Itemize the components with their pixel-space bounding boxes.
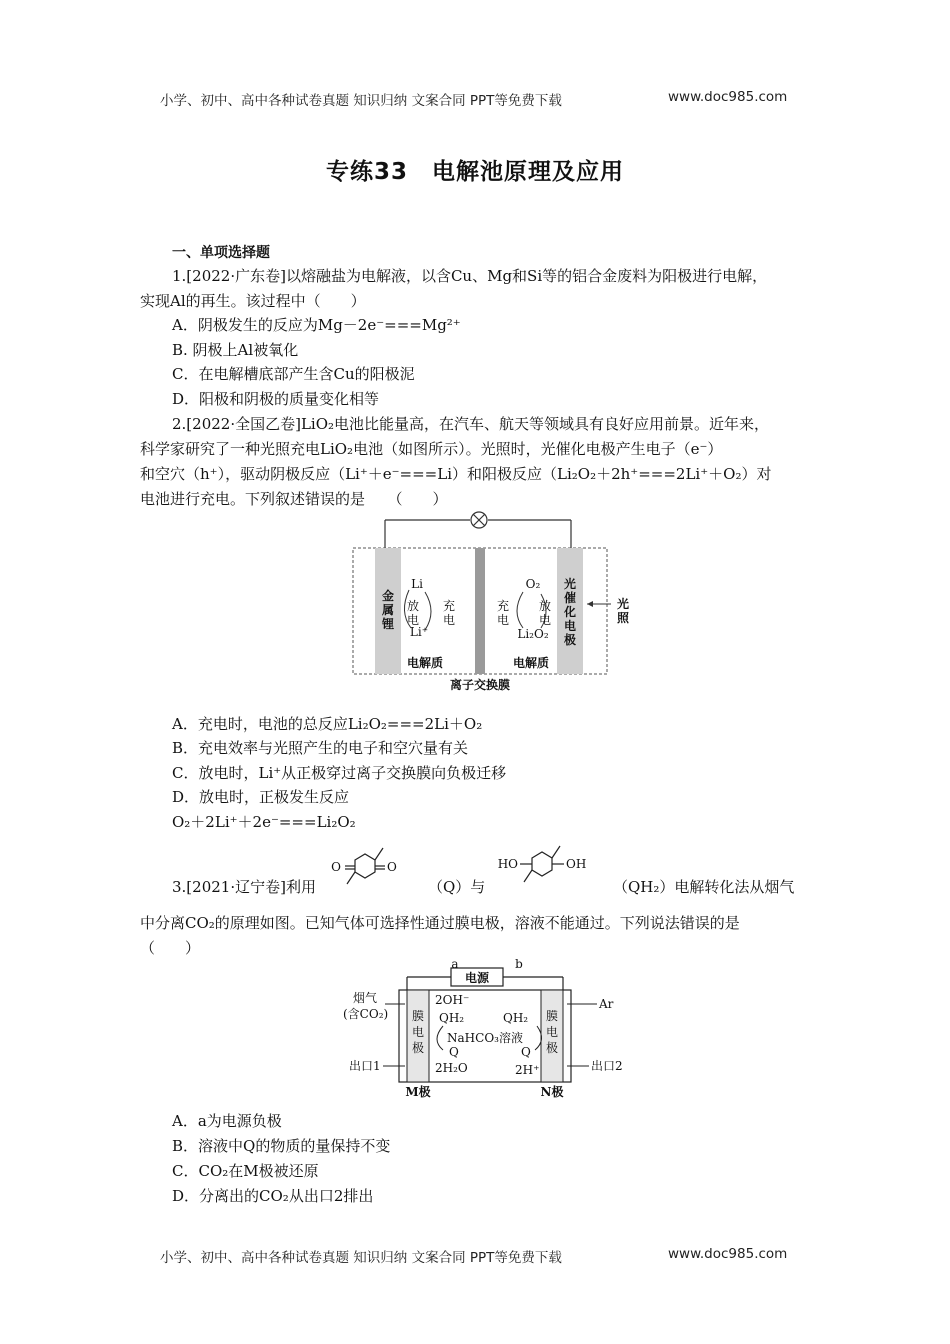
svg-text:极: 极 [411, 1041, 425, 1055]
svg-text:膜: 膜 [545, 1009, 559, 1023]
q3-option-b: B．溶液中Q的物质的量保持不变 [172, 1137, 391, 1155]
q1-option-d: D．阳极和阴极的质量变化相等 [172, 390, 380, 408]
svg-text:极: 极 [563, 633, 577, 647]
q1-stem-line1: 1.[2022·广东卷]以熔融盐为电解液，以含Cu、Mg和Si等的铝合金废料为阳极进行电解， [172, 267, 768, 285]
q3-stem-line3: （ ） [140, 939, 201, 957]
svg-text:放: 放 [406, 599, 420, 613]
svg-text:电: 电 [442, 613, 456, 627]
svg-text:QH₂: QH₂ [439, 1011, 465, 1025]
q3-option-a: A．a为电源负极 [172, 1112, 282, 1130]
page-title: 专练33 电解池原理及应用 [325, 159, 624, 185]
svg-text:Li⁺: Li⁺ [409, 625, 429, 639]
svg-text:化: 化 [563, 605, 577, 619]
svg-text:2OH⁻: 2OH⁻ [435, 993, 470, 1007]
svg-text:光: 光 [616, 597, 630, 611]
footer-text: 小学、初中、高中各种试卷真题 知识归纳 文案合同 PPT等免费下载 [160, 1250, 562, 1266]
q2-option-d: D．放电时，正极发生反应 [172, 788, 350, 806]
svg-text:NaHCO₃溶液: NaHCO₃溶液 [447, 1031, 523, 1045]
svg-text:催: 催 [563, 591, 577, 605]
svg-text:电: 电 [538, 613, 552, 627]
q3-stem-prefix: 3.[2021·辽宁卷]利用 [172, 878, 316, 896]
q1-option-c: C．在电解槽底部产生含Cu的阳极泥 [172, 365, 415, 383]
q1-stem-line2: 实现Al的再生。该过程中（ ） [140, 292, 366, 310]
svg-text:a: a [451, 957, 459, 971]
svg-text:OH: OH [566, 857, 587, 871]
q2-option-d-equation: O₂＋2Li⁺＋2e⁻===Li₂O₂ [172, 813, 356, 831]
svg-text:照: 照 [616, 611, 630, 625]
qh2-hydroquinone-structure [488, 840, 608, 896]
svg-text:出口1: 出口1 [349, 1059, 381, 1073]
svg-text:Li: Li [411, 577, 423, 591]
svg-text:M极: M极 [405, 1085, 431, 1099]
svg-text:烟气: 烟气 [353, 991, 378, 1005]
svg-text:锂: 锂 [381, 617, 395, 631]
svg-text:QH₂: QH₂ [503, 1011, 529, 1025]
q2-stem-line4: 电池进行充电。下列叙述错误的是 （ ） [140, 490, 448, 508]
q2-stem-line2: 科学家研究了一种光照充电LiO₂电池（如图所示）。光照时，光催化电极产生电子（e⁻） [140, 440, 723, 458]
svg-text:N极: N极 [540, 1085, 564, 1099]
svg-text:2H₂O: 2H₂O [435, 1061, 468, 1075]
svg-text:O: O [331, 860, 341, 874]
q3-option-c: C．CO₂在M极被还原 [172, 1162, 319, 1180]
q3-electrolysis-diagram [335, 957, 635, 1100]
svg-text:b: b [515, 957, 523, 971]
metal-lithium-label [381, 588, 394, 631]
q3-q-label: （Q）与 [428, 878, 486, 896]
svg-text:Q: Q [521, 1045, 531, 1059]
footer-url[interactable]: www.doc985.com [668, 1246, 788, 1262]
svg-text:属: 属 [381, 603, 395, 617]
svg-text:电: 电 [496, 613, 510, 627]
svg-text:电: 电 [563, 619, 577, 633]
q-quinone-structure [325, 838, 425, 898]
q2-stem-line1: 2.[2022·全国乙卷]LiO₂电池比能量高，在汽车、航天等领域具有良好应用前景。近年来， [172, 415, 770, 433]
svg-text:O: O [387, 860, 397, 874]
q2-option-a: A．充电时，电池的总反应Li₂O₂===2Li＋O₂ [172, 715, 483, 733]
svg-text:电: 电 [545, 1025, 559, 1039]
q3-qh2-label: （QH₂）电解转化法从烟气 [613, 878, 795, 896]
photocatalytic-label [563, 576, 576, 647]
svg-text:金: 金 [381, 589, 395, 603]
svg-text:电解质: 电解质 [512, 656, 550, 670]
svg-text:充: 充 [496, 599, 510, 613]
q1-option-a: A．阴极发生的反应为Mg－2e⁻===Mg²⁺ [172, 316, 461, 334]
svg-text:电: 电 [406, 613, 420, 627]
header-text: 小学、初中、高中各种试卷真题 知识归纳 文案合同 PPT等免费下载 [160, 93, 562, 109]
q1-option-b: B. 阴极上Al被氧化 [172, 341, 299, 359]
section-heading: 一、单项选择题 [172, 245, 270, 261]
svg-text:出口2: 出口2 [591, 1059, 623, 1073]
svg-text:极: 极 [545, 1041, 559, 1055]
svg-text:充: 充 [442, 599, 456, 613]
ion-exchange-membrane [475, 548, 485, 674]
svg-text:Li₂O₂: Li₂O₂ [517, 627, 549, 641]
svg-text:膜: 膜 [411, 1009, 425, 1023]
svg-text:HO: HO [497, 857, 518, 871]
svg-text:Q: Q [449, 1045, 459, 1059]
svg-text:Ar: Ar [599, 997, 614, 1011]
q2-option-c: C．放电时，Li⁺从正极穿过离子交换膜向负极迁移 [172, 764, 507, 782]
header-url[interactable]: www.doc985.com [668, 89, 788, 105]
svg-text:电解质: 电解质 [406, 656, 444, 670]
q2-battery-diagram [345, 508, 630, 698]
svg-text:电源: 电源 [464, 971, 490, 985]
q3-option-d: D．分离出的CO₂从出口2排出 [172, 1187, 374, 1205]
svg-text:2H⁺: 2H⁺ [515, 1063, 540, 1077]
svg-text:离子交换膜: 离子交换膜 [449, 678, 511, 692]
svg-text:(含CO₂): (含CO₂) [343, 1007, 389, 1021]
svg-text:O₂: O₂ [525, 577, 541, 591]
q2-option-b: B．充电效率与光照产生的电子和空穴量有关 [172, 739, 469, 757]
q2-stem-line3: 和空穴（h⁺），驱动阴极反应（Li⁺＋e⁻===Li）和阳极反应（Li₂O₂＋2h⁺===2Li⁺＋O₂）对 [140, 465, 772, 483]
svg-text:放: 放 [538, 599, 552, 613]
q3-stem-line2: 中分离CO₂的原理如图。已知气体可选择性通过膜电极，溶液不能通过。下列说法错误的是 [140, 914, 740, 932]
svg-text:光: 光 [563, 577, 577, 591]
svg-text:电: 电 [411, 1025, 425, 1039]
